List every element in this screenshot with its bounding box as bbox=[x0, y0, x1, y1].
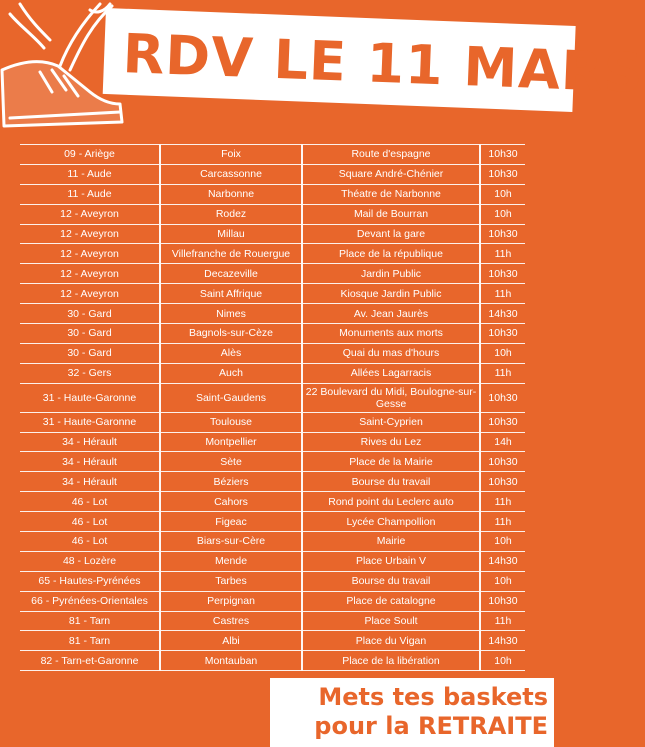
location-cell: Rond point du Leclerc auto bbox=[302, 492, 480, 512]
department-cell: 12 - Aveyron bbox=[20, 244, 160, 264]
location-cell: Monuments aux morts bbox=[302, 324, 480, 344]
city-cell: Rodez bbox=[160, 204, 302, 224]
department-cell: 66 - Pyrénées-Orientales bbox=[20, 591, 160, 611]
time-cell: 11h bbox=[480, 363, 525, 383]
time-cell: 10h30 bbox=[480, 324, 525, 344]
time-cell: 11h bbox=[480, 512, 525, 532]
table-row bbox=[20, 591, 525, 611]
location-cell: Place Urbain V bbox=[302, 551, 480, 571]
location-cell: Av. Jean Jaurès bbox=[302, 304, 480, 324]
time-cell: 10h30 bbox=[480, 164, 525, 184]
department-cell: 46 - Lot bbox=[20, 492, 160, 512]
city-cell: Toulouse bbox=[160, 412, 302, 432]
location-cell: Place de la république bbox=[302, 244, 480, 264]
table-row bbox=[20, 551, 525, 571]
department-cell: 12 - Aveyron bbox=[20, 204, 160, 224]
city-cell: Narbonne bbox=[160, 184, 302, 204]
table-row bbox=[20, 244, 525, 264]
city-cell: Tarbes bbox=[160, 571, 302, 591]
city-cell: Perpignan bbox=[160, 591, 302, 611]
table-row bbox=[20, 571, 525, 591]
department-cell: 31 - Haute-Garonne bbox=[20, 412, 160, 432]
department-cell: 81 - Tarn bbox=[20, 631, 160, 651]
department-cell: 11 - Aude bbox=[20, 164, 160, 184]
table-row bbox=[20, 432, 525, 452]
department-cell: 65 - Hautes-Pyrénées bbox=[20, 571, 160, 591]
location-cell: Place du Vigan bbox=[302, 631, 480, 651]
city-cell: Montauban bbox=[160, 651, 302, 671]
time-cell: 10h bbox=[480, 343, 525, 363]
location-cell: Mail de Bourran bbox=[302, 204, 480, 224]
department-cell: 30 - Gard bbox=[20, 343, 160, 363]
city-cell: Béziers bbox=[160, 472, 302, 492]
table-row bbox=[20, 383, 525, 412]
location-cell: 22 Boulevard du Midi, Boulogne-sur-Gesse bbox=[302, 383, 480, 412]
city-cell: Sète bbox=[160, 452, 302, 472]
footer-slogan-line1: Mets tes baskets bbox=[318, 683, 548, 711]
department-cell: 82 - Tarn-et-Garonne bbox=[20, 651, 160, 671]
table-row bbox=[20, 224, 525, 244]
table-row bbox=[20, 452, 525, 472]
events-table bbox=[20, 144, 525, 671]
city-cell: Cahors bbox=[160, 492, 302, 512]
city-cell: Millau bbox=[160, 224, 302, 244]
table-row bbox=[20, 651, 525, 671]
table-row bbox=[20, 492, 525, 512]
department-cell: 34 - Hérault bbox=[20, 452, 160, 472]
city-cell: Bagnols-sur-Cèze bbox=[160, 324, 302, 344]
time-cell: 10h30 bbox=[480, 472, 525, 492]
time-cell: 14h bbox=[480, 432, 525, 452]
time-cell: 10h30 bbox=[480, 383, 525, 412]
time-cell: 10h30 bbox=[480, 452, 525, 472]
footer-slogan-line2: pour la RETRAITE bbox=[314, 712, 548, 740]
department-cell: 12 - Aveyron bbox=[20, 224, 160, 244]
department-cell: 11 - Aude bbox=[20, 184, 160, 204]
time-cell: 10h30 bbox=[480, 224, 525, 244]
city-cell: Alès bbox=[160, 343, 302, 363]
department-cell: 48 - Lozère bbox=[20, 551, 160, 571]
location-cell: Lycée Champollion bbox=[302, 512, 480, 532]
location-cell: Square André-Chénier bbox=[302, 164, 480, 184]
location-cell: Devant la gare bbox=[302, 224, 480, 244]
location-cell: Théatre de Narbonne bbox=[302, 184, 480, 204]
page-title: RDV LE 11 MARS bbox=[121, 22, 645, 105]
time-cell: 11h bbox=[480, 611, 525, 631]
department-cell: 30 - Gard bbox=[20, 304, 160, 324]
department-cell: 46 - Lot bbox=[20, 532, 160, 552]
department-cell: 32 - Gers bbox=[20, 363, 160, 383]
department-cell: 31 - Haute-Garonne bbox=[20, 383, 160, 412]
location-cell: Place de la Mairie bbox=[302, 452, 480, 472]
table-row bbox=[20, 631, 525, 651]
table-row bbox=[20, 472, 525, 492]
city-cell: Saint Affrique bbox=[160, 284, 302, 304]
table-row bbox=[20, 363, 525, 383]
table-row bbox=[20, 184, 525, 204]
table-row bbox=[20, 343, 525, 363]
time-cell: 11h bbox=[480, 492, 525, 512]
table-row bbox=[20, 204, 525, 224]
location-cell: Route d'espagne bbox=[302, 145, 480, 165]
location-cell: Rives du Lez bbox=[302, 432, 480, 452]
department-cell: 46 - Lot bbox=[20, 512, 160, 532]
time-cell: 10h30 bbox=[480, 591, 525, 611]
table-row bbox=[20, 145, 525, 165]
time-cell: 10h bbox=[480, 184, 525, 204]
department-cell: 09 - Ariège bbox=[20, 145, 160, 165]
time-cell: 10h30 bbox=[480, 145, 525, 165]
department-cell: 34 - Hérault bbox=[20, 432, 160, 452]
table-row bbox=[20, 512, 525, 532]
department-cell: 12 - Aveyron bbox=[20, 264, 160, 284]
time-cell: 14h30 bbox=[480, 631, 525, 651]
location-cell: Bourse du travail bbox=[302, 472, 480, 492]
table-row bbox=[20, 532, 525, 552]
city-cell: Carcassonne bbox=[160, 164, 302, 184]
table-row bbox=[20, 412, 525, 432]
department-cell: 34 - Hérault bbox=[20, 472, 160, 492]
city-cell: Villefranche de Rouergue bbox=[160, 244, 302, 264]
city-cell: Biars-sur-Cère bbox=[160, 532, 302, 552]
table-row bbox=[20, 264, 525, 284]
department-cell: 30 - Gard bbox=[20, 324, 160, 344]
time-cell: 14h30 bbox=[480, 304, 525, 324]
events-table-body bbox=[20, 145, 525, 671]
city-cell: Albi bbox=[160, 631, 302, 651]
city-cell: Figeac bbox=[160, 512, 302, 532]
time-cell: 10h bbox=[480, 532, 525, 552]
city-cell: Decazeville bbox=[160, 264, 302, 284]
location-cell: Quai du mas d'hours bbox=[302, 343, 480, 363]
location-cell: Jardin Public bbox=[302, 264, 480, 284]
city-cell: Foix bbox=[160, 145, 302, 165]
time-cell: 10h bbox=[480, 651, 525, 671]
table-row bbox=[20, 324, 525, 344]
city-cell: Montpellier bbox=[160, 432, 302, 452]
table-row bbox=[20, 284, 525, 304]
table-row bbox=[20, 304, 525, 324]
city-cell: Saint-Gaudens bbox=[160, 383, 302, 412]
time-cell: 10h30 bbox=[480, 264, 525, 284]
table-row bbox=[20, 611, 525, 631]
time-cell: 10h bbox=[480, 571, 525, 591]
department-cell: 12 - Aveyron bbox=[20, 284, 160, 304]
location-cell: Allées Lagarracis bbox=[302, 363, 480, 383]
location-cell: Place de la libération bbox=[302, 651, 480, 671]
time-cell: 10h30 bbox=[480, 412, 525, 432]
department-cell: 81 - Tarn bbox=[20, 611, 160, 631]
location-cell: Mairie bbox=[302, 532, 480, 552]
location-cell: Saint-Cyprien bbox=[302, 412, 480, 432]
city-cell: Auch bbox=[160, 363, 302, 383]
location-cell: Kiosque Jardin Public bbox=[302, 284, 480, 304]
table-row bbox=[20, 164, 525, 184]
time-cell: 10h bbox=[480, 204, 525, 224]
location-cell: Place de catalogne bbox=[302, 591, 480, 611]
time-cell: 14h30 bbox=[480, 551, 525, 571]
city-cell: Castres bbox=[160, 611, 302, 631]
city-cell: Mende bbox=[160, 551, 302, 571]
location-cell: Place Soult bbox=[302, 611, 480, 631]
location-cell: Bourse du travail bbox=[302, 571, 480, 591]
time-cell: 11h bbox=[480, 284, 525, 304]
time-cell: 11h bbox=[480, 244, 525, 264]
city-cell: Nimes bbox=[160, 304, 302, 324]
